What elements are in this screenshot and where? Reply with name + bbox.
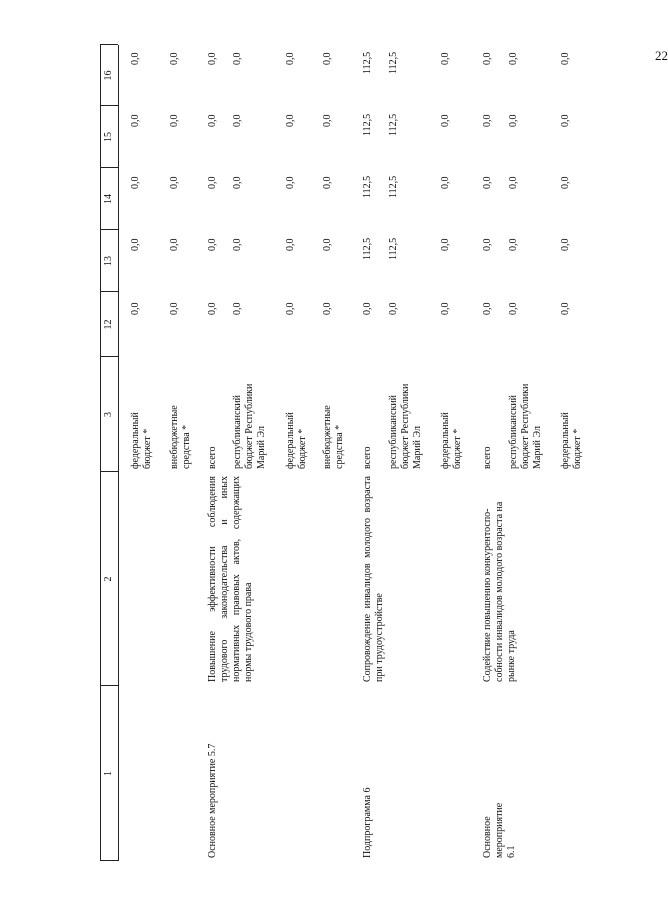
funding-source: всего <box>362 446 373 469</box>
column-header: 3 <box>103 412 114 417</box>
value-cell: 0,0 <box>508 302 519 315</box>
funding-source: всего <box>207 446 218 469</box>
value-cell: 0,0 <box>207 302 218 315</box>
value-cell: 0,0 <box>482 302 493 315</box>
value-cell: 0,0 <box>169 238 180 251</box>
value-cell: 112,5 <box>388 113 399 136</box>
funding-source: федеральный бюджет * <box>285 412 308 469</box>
value-cell: 0,0 <box>482 114 493 127</box>
value-cell: 0,0 <box>207 176 218 189</box>
value-cell: 0,0 <box>130 302 141 315</box>
funding-source: федеральный бюджет * <box>130 412 153 469</box>
value-cell: 112,5 <box>388 175 399 198</box>
header-bottom-border <box>118 45 119 861</box>
program-title: Основное мероприятие 6.1 <box>482 802 517 858</box>
value-cell: 0,0 <box>560 302 571 315</box>
value-cell: 0,0 <box>169 302 180 315</box>
value-cell: 0,0 <box>130 52 141 65</box>
value-cell: 0,0 <box>285 302 296 315</box>
value-cell: 112,5 <box>362 113 373 136</box>
funding-source: внебюджетные средства * <box>169 405 192 469</box>
value-cell: 0,0 <box>285 52 296 65</box>
value-cell: 0,0 <box>440 238 451 251</box>
measure-description: Содействие повышению конкурентоспо-собности инвалидов молодого возраста на рынке труда <box>482 501 517 682</box>
funding-source: республиканский бюджет Республики Марий Эл <box>388 383 423 469</box>
value-cell: 0,0 <box>560 176 571 189</box>
column-header: 1 <box>103 771 114 776</box>
value-cell: 0,0 <box>232 176 243 189</box>
funding-source: республиканский бюджет Республики Марий Эл <box>508 383 543 469</box>
value-cell: 112,5 <box>362 175 373 198</box>
column-header: 15 <box>103 132 114 142</box>
value-cell: 0,0 <box>130 176 141 189</box>
value-cell: 112,5 <box>362 237 373 260</box>
funding-source: республиканский бюджет Республики Марий Эл <box>232 383 267 469</box>
value-cell: 112,5 <box>388 51 399 74</box>
program-title: Подпрограмма 6 <box>362 787 373 858</box>
value-cell: 0,0 <box>440 52 451 65</box>
value-cell: 0,0 <box>362 302 373 315</box>
value-cell: 0,0 <box>508 176 519 189</box>
funding-source: всего <box>482 446 493 469</box>
value-cell: 0,0 <box>232 302 243 315</box>
value-cell: 0,0 <box>322 176 333 189</box>
value-cell: 0,0 <box>285 114 296 127</box>
value-cell: 0,0 <box>169 114 180 127</box>
value-cell: 0,0 <box>508 238 519 251</box>
value-cell: 0,0 <box>232 238 243 251</box>
column-header: 16 <box>103 70 114 81</box>
column-header: 2 <box>103 576 114 582</box>
measure-description: Повышение эффективности соблюдения трудового законодательства и иных нормативных правовых актов, содержащих нормы трудового права <box>207 476 254 682</box>
value-cell: 0,0 <box>207 114 218 127</box>
column-header: 14 <box>103 194 114 204</box>
value-cell: 0,0 <box>440 302 451 315</box>
value-cell: 112,5 <box>362 51 373 74</box>
value-cell: 0,0 <box>440 176 451 189</box>
column-header: 13 <box>103 256 114 266</box>
value-cell: 0,0 <box>207 52 218 65</box>
value-cell: 112,5 <box>388 237 399 260</box>
value-cell: 0,0 <box>482 176 493 189</box>
value-cell: 0,0 <box>130 114 141 127</box>
value-cell: 0,0 <box>232 114 243 127</box>
value-cell: 0,0 <box>482 238 493 251</box>
column-header: 12 <box>103 319 114 330</box>
value-cell: 0,0 <box>285 176 296 189</box>
funding-source: федеральный бюджет * <box>560 412 583 469</box>
funding-source: внебюджетные средства * <box>322 405 345 469</box>
value-cell: 0,0 <box>207 238 218 251</box>
page-number: 22 <box>655 48 668 63</box>
value-cell: 0,0 <box>560 114 571 127</box>
value-cell: 0,0 <box>322 52 333 65</box>
value-cell: 0,0 <box>285 238 296 251</box>
measure-description: Сопровождение инвалидов молодого возраста при трудоустройстве <box>362 476 385 682</box>
value-cell: 0,0 <box>560 238 571 251</box>
value-cell: 0,0 <box>508 52 519 65</box>
value-cell: 0,0 <box>560 52 571 65</box>
value-cell: 0,0 <box>322 238 333 251</box>
value-cell: 0,0 <box>169 52 180 65</box>
value-cell: 0,0 <box>322 302 333 315</box>
value-cell: 0,0 <box>322 114 333 127</box>
program-title: Основное мероприятие 5.7 <box>207 743 218 858</box>
value-cell: 0,0 <box>508 114 519 127</box>
value-cell: 0,0 <box>388 302 399 315</box>
value-cell: 0,0 <box>232 52 243 65</box>
value-cell: 0,0 <box>440 114 451 127</box>
value-cell: 0,0 <box>169 176 180 189</box>
value-cell: 0,0 <box>130 238 141 251</box>
value-cell: 0,0 <box>482 52 493 65</box>
funding-source: федеральный бюджет * <box>440 412 463 469</box>
